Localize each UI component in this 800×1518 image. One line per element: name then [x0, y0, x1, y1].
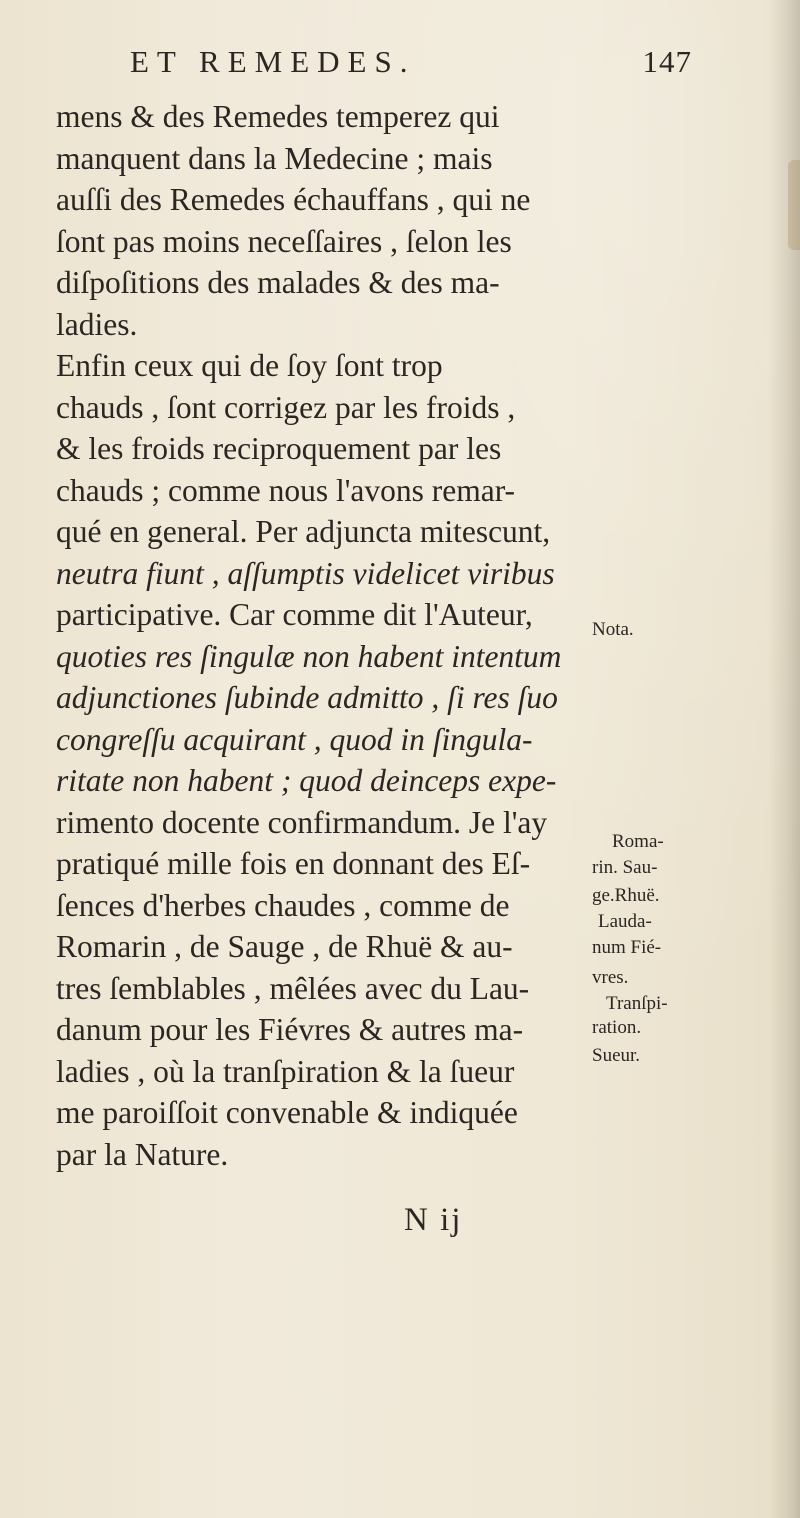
text-line: & les froids reciproquement par les — [56, 431, 502, 466]
paper-stain — [788, 160, 800, 250]
margin-note: Nota. — [592, 619, 634, 640]
margin-note: num Fié- — [592, 937, 662, 958]
text-line: par la Nature. — [56, 1136, 229, 1172]
text-line: quoties res ſingulæ non habent intentum — [56, 638, 562, 674]
text-line: participative. Car comme dit l'Auteur, — [56, 597, 533, 632]
text-line: manquent dans la Medecine ; mais — [56, 140, 493, 176]
text-line: ſences d'herbes chaudes , comme de — [56, 887, 510, 923]
text-line: Enfin ceux qui de ſoy ſont trop — [56, 348, 443, 383]
body-text — [56, 96, 576, 1175]
text-line: diſpoſitions des malades & des ma- — [56, 265, 500, 300]
text-line: tres ſemblables , mêlées avec du Lau- — [56, 970, 530, 1006]
margin-note: Roma- — [612, 831, 664, 852]
text-line: ritate non habent ; quod deinceps expe- — [56, 763, 557, 798]
text-line: auſſi des Remedes échauffans , qui ne — [56, 182, 531, 217]
running-head: ET REMEDES. — [130, 44, 416, 79]
text-line: congreſſu acquirant , quod in ſingula- — [56, 721, 533, 757]
text-line: chauds , ſont corrigez par les froids , — [56, 389, 516, 425]
text-line: neutra fiunt , aſſumptis videlicet viribus — [56, 555, 555, 591]
text-line: me paroiſſoit convenable & indiquée — [56, 1095, 518, 1130]
text-line: adjunctiones ſubinde admitto , ſi res ſuo — [56, 680, 558, 715]
signature-mark: N ij — [404, 1202, 463, 1238]
text-line: chauds ; comme nous l'avons remar- — [56, 472, 516, 508]
text-line: mens & des Remedes temperez qui — [56, 99, 500, 134]
text-line: qué en general. Per adjuncta mitescunt, — [56, 514, 551, 549]
text-line: rimento docente confirmandum. Je l'ay — [56, 804, 548, 840]
margin-note: vres. — [592, 967, 629, 988]
margin-note: ge.Rhuë. — [592, 885, 660, 906]
text-line: ſont pas moins neceſſaires , ſelon les — [56, 223, 512, 259]
margin-note: rin. Sau- — [592, 857, 658, 878]
margin-note: ration. — [592, 1017, 642, 1038]
page-header — [120, 44, 692, 88]
text-line: danum pour les Fiévres & autres ma- — [56, 1012, 524, 1047]
page-number: 147 — [642, 44, 692, 79]
text-line: pratiqué mille fois en donnant des Eſ- — [56, 846, 531, 881]
text-line: ladies , où la tranſpiration & la ſueur — [56, 1053, 515, 1089]
text-line: Romarin , de Sauge , de Rhuë & au- — [56, 929, 513, 964]
margin-note: Sueur. — [592, 1045, 641, 1066]
margin-note: Tranſpi- — [606, 993, 668, 1014]
margin-note: Lauda- — [598, 911, 652, 932]
text-line: ladies. — [56, 306, 138, 342]
